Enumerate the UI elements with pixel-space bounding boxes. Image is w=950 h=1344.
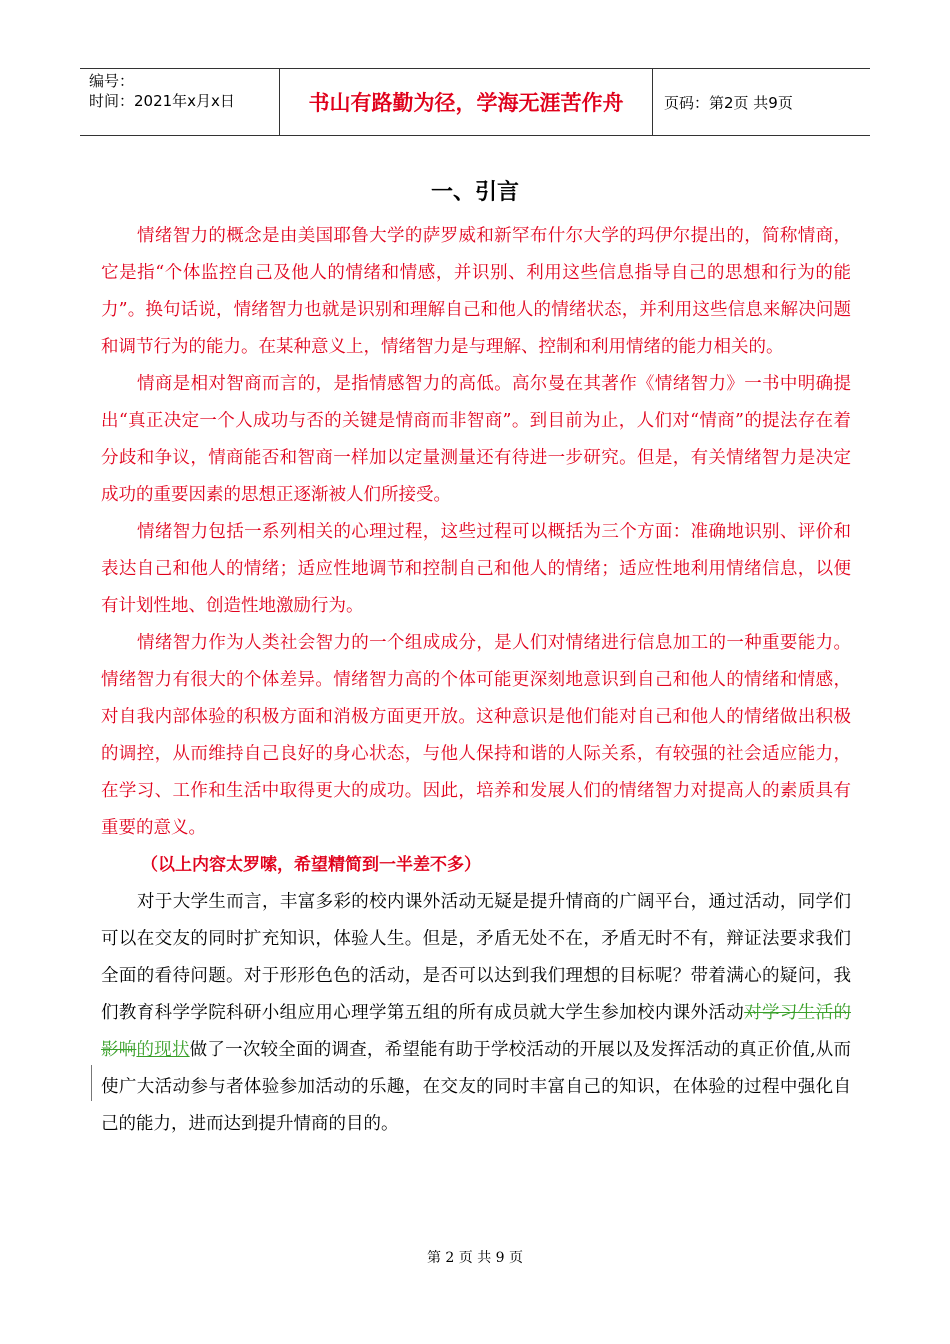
header-table bbox=[80, 68, 870, 136]
paragraph-2: 情商是相对智商而言的，是指情感智力的高低。高尔曼在其著作《情绪智力》一书中明确提出“真正决定一个人成功与否的关键是情商而非智商”。到目前为止，人们对“情商”的提法存在着分歧和争议，情商能否和智商一样加以定量测量还有待进一步研究。但是，有关情绪智力是决定成功的重要因素的思想正逐渐被人们所接受。 bbox=[101, 374, 851, 505]
document-body bbox=[101, 218, 851, 1143]
tracked-insertion: 的现状 bbox=[136, 1040, 190, 1060]
revision-change-bar bbox=[91, 1065, 92, 1101]
paragraph-4: 情绪智力作为人类社会智力的一个组成成分，是人们对情绪进行信息加工的一种重要能力。情绪智力有很大的个体差异。情绪智力高的个体可能更深刻地意识到自己和他人的情绪和情感，对自我内部体验的积极方面和消极方面更开放。这种意识是他们能对自己和他人的情绪做出积极的调控，从而维持自己良好的身心状态，与他人保持和谐的人际关系，有较强的社会适应能力，在学习、工作和生活中取得更大的成功。因此，培养和发展人们的情绪智力对提高人的素质具有重要的意义。 bbox=[101, 633, 851, 838]
header-motto: 书山有路勤为径，学海无涯苦作舟 bbox=[280, 69, 653, 135]
date-label: 时间：2021年x月x日 bbox=[89, 92, 235, 110]
section-title: 一、引言 bbox=[430, 180, 519, 205]
paragraph-5 bbox=[101, 884, 851, 1143]
code-label: 编号： bbox=[89, 72, 135, 90]
header-meta-cell bbox=[80, 69, 280, 135]
paragraph-5-text-before: 对于大学生而言，丰富多彩的校内课外活动无疑是提升情商的广阔平台，通过活动，同学们可以在交友的同时扩充知识，体验人生。但是，矛盾无处不在，矛盾无时不有，辩证法要求我们全面的看待问题。对于形形色色的活动，是否可以达到我们理想的目标呢？带着满心的疑问，我们教育科学学院科研小组应用心理学第五组的所有成员就大学生参加校内课外活动 bbox=[101, 892, 851, 1023]
paragraph-5-text-after: 做了一次较全面的调查，希望能有助于学校活动的开展以及发挥活动的真正价值,从而使广大活动参与者体验参加活动的乐趣，在交友的同时丰富自己的知识，在体验的过程中强化自己的能力，进而达到提升情商的目的。 bbox=[101, 1040, 852, 1134]
tracked-deletion: 对学习生活的影响 bbox=[101, 1003, 852, 1060]
review-note: （以上内容太罗嗦，希望精简到一半差不多） bbox=[141, 855, 481, 875]
paragraph-3: 情绪智力包括一系列相关的心理过程，这些过程可以概括为三个方面：准确地识别、评价和表达自己和他人的情绪；适应性地调节和控制自己和他人的情绪；适应性地利用情绪信息，以便有计划性地、创造性地激励行为。 bbox=[101, 522, 851, 616]
page-footer: 第 2 页 共 9 页 bbox=[426, 1250, 524, 1266]
paragraph-1: 情绪智力的概念是由美国耶鲁大学的萨罗威和新罕布什尔大学的玛伊尔提出的，简称情商，它是指“个体监控自己及他人的情绪和情感，并识别、利用这些信息指导自己的思想和行为的能力”。换句话说，情绪智力也就是识别和理解自己和他人的情绪状态，并利用这些信息来解决问题和调节行为的能力。在某种意义上，情绪智力是与理解、控制和利用情绪的能力相关的。 bbox=[101, 226, 851, 357]
header-page-info: 页码：第2页 共9页 bbox=[664, 93, 793, 112]
